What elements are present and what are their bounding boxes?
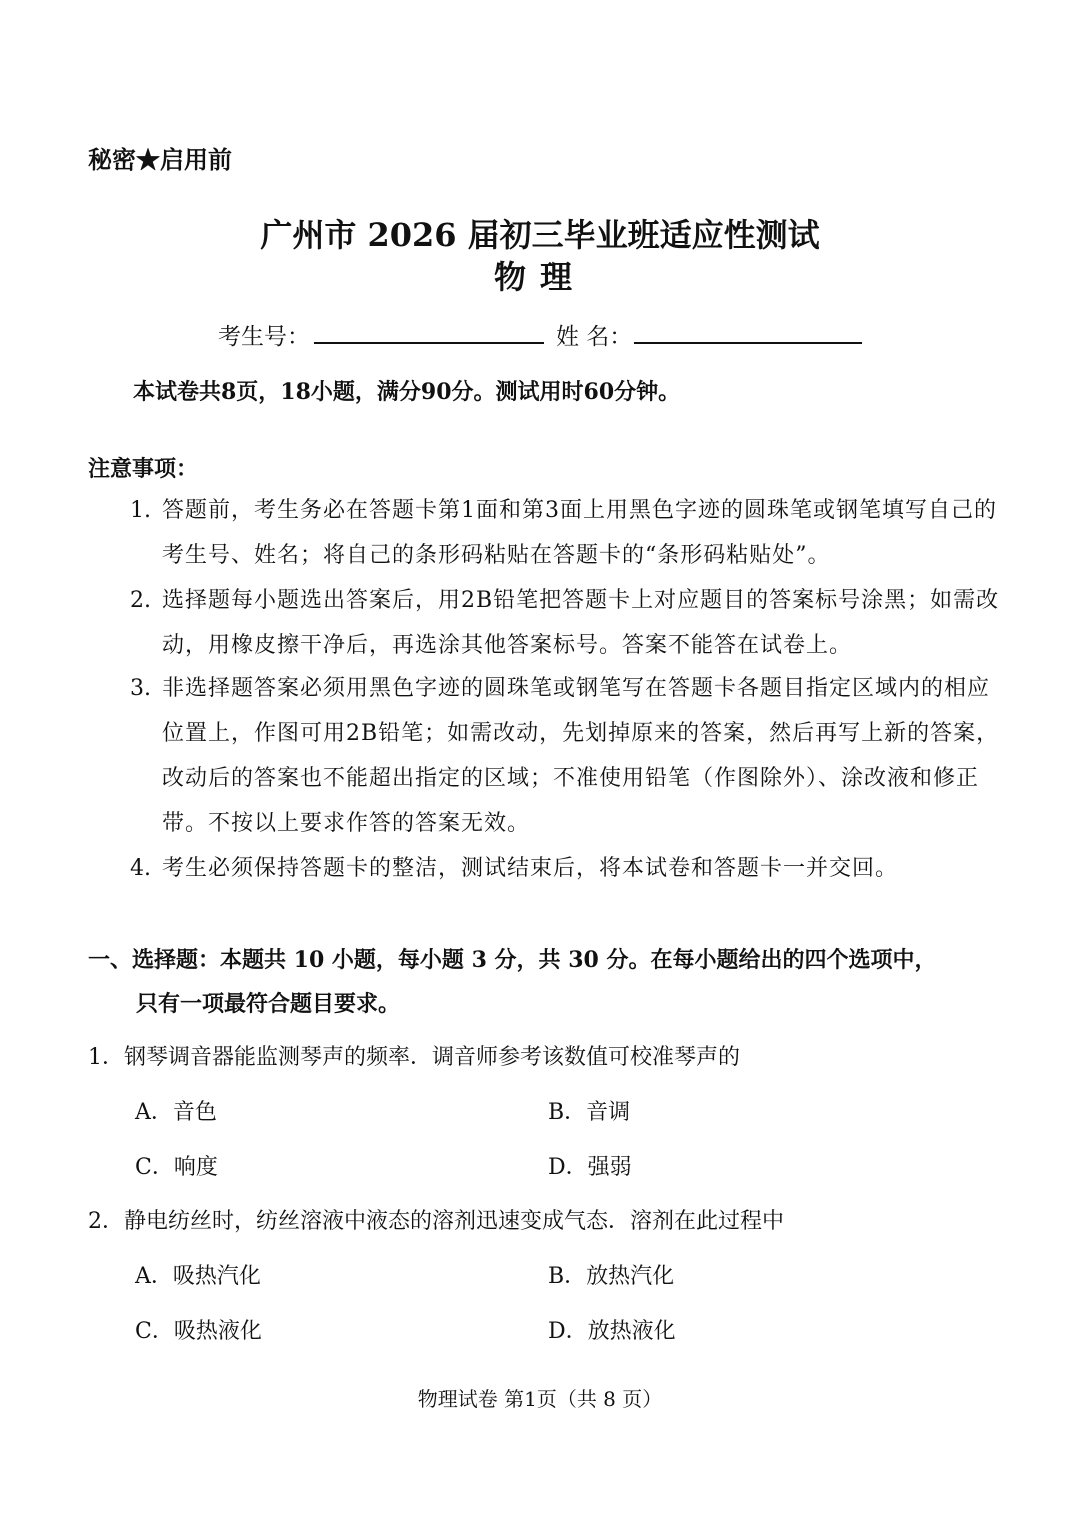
candidate-no-field[interactable] bbox=[314, 342, 544, 344]
notice-item-number: 3. bbox=[130, 676, 151, 701]
option-d: D．放热液化 bbox=[548, 1319, 676, 1344]
page-footer: 物理试卷 第1页（共 8 页） bbox=[417, 1387, 663, 1411]
exam-subject: 物理 bbox=[493, 258, 586, 296]
notice-item-text: 答题前，考生务必在答题卡第1面和第3面上用黑色字迹的圆珠笔或钢笔填写自己的考生号、姓名；将自己的条形码粘贴在答题卡的“条形码粘贴处”。 bbox=[162, 498, 997, 568]
question-stem: 1．钢琴调音器能监测琴声的频率．调音师参考该数值可校准琴声的 bbox=[88, 1045, 740, 1070]
notice-item-text: 选择题每小题选出答案后，用2B铅笔把答题卡上对应题目的答案标号涂黑；如需改动，用橡皮擦干净后，再选涂其他答案标号。答案不能答在试卷上。 bbox=[162, 588, 1000, 658]
option-c: C．响度 bbox=[135, 1155, 218, 1180]
candidate-no-label: 考生号： bbox=[218, 324, 310, 350]
option-c: C．吸热液化 bbox=[135, 1319, 262, 1344]
option-b: B．音调 bbox=[548, 1100, 631, 1125]
notice-item-text: 非选择题答案必须用黑色字迹的圆珠笔或钢笔写在答题卡各题目指定区域内的相应位置上，作图可用2B铅笔；如需改动，先划掉原来的答案，然后再写上新的答案，改动后的答案也不能超出指定的区域；不准使用铅笔（作图除外）、涂改液和修正带。不按以上要求作答的答案无效。 bbox=[162, 676, 1000, 836]
notice-item bbox=[130, 666, 1000, 846]
notice-item bbox=[130, 488, 1000, 578]
notice-heading: 注意事项： bbox=[88, 456, 199, 482]
name-field[interactable] bbox=[634, 342, 862, 344]
option-a: A．音色 bbox=[135, 1100, 217, 1125]
option-b: B．放热汽化 bbox=[548, 1264, 675, 1289]
option-d: D．强弱 bbox=[548, 1155, 632, 1180]
question-stem: 2．静电纺丝时，纺丝溶液中液态的溶剂迅速变成气态．溶剂在此过程中 bbox=[88, 1209, 784, 1234]
notice-item-text: 考生必须保持答题卡的整洁，测试结束后，将本试卷和答题卡一并交回。 bbox=[162, 856, 899, 881]
section-heading-line1: 一、选择题：本题共 10 小题，每小题 3 分，共 30 分。在每小题给出的四个选项中， bbox=[88, 947, 937, 973]
section-heading-line2: 只有一项最符合题目要求。 bbox=[136, 991, 401, 1017]
name-label: 姓 名： bbox=[556, 324, 633, 350]
exam-summary: 本试卷共8页，18小题，满分90分。测试用时60分钟。 bbox=[133, 379, 681, 405]
notice-item-number: 4. bbox=[130, 856, 151, 881]
option-a: A．吸热汽化 bbox=[135, 1264, 261, 1289]
notice-item bbox=[130, 578, 1000, 668]
exam-title: 广州市 2026 届初三毕业班适应性测试 bbox=[260, 216, 820, 254]
section-heading bbox=[88, 938, 988, 1026]
notice-item-number: 1. bbox=[130, 498, 151, 523]
confidential-mark: 秘密★启用前 bbox=[88, 145, 232, 174]
notice-item-number: 2. bbox=[130, 588, 151, 613]
notice-item bbox=[130, 846, 1000, 891]
